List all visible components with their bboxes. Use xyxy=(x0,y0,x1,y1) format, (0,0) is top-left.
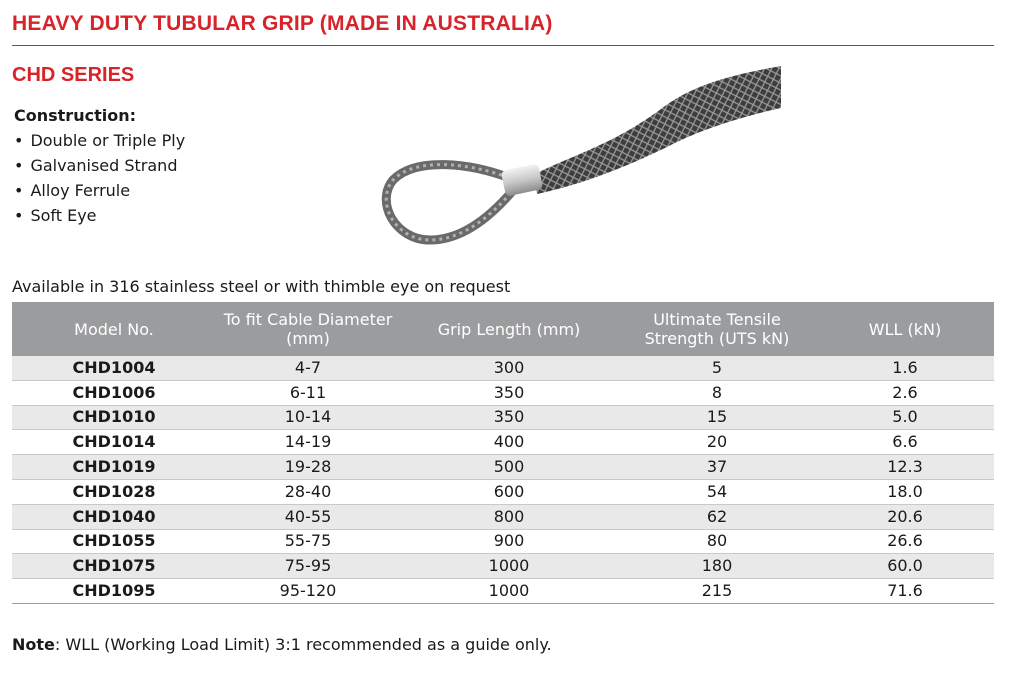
construction-item: • Alloy Ferrule xyxy=(14,178,185,203)
cell-length: 400 xyxy=(400,430,618,455)
cell-length: 500 xyxy=(400,455,618,480)
series-title: CHD SERIES xyxy=(12,64,135,86)
table-row xyxy=(12,579,994,604)
cell-diameter: 40-55 xyxy=(216,504,400,529)
cell-length: 1000 xyxy=(400,579,618,604)
construction-heading: Construction: xyxy=(14,106,136,125)
table-row xyxy=(12,380,994,405)
cell-uts: 62 xyxy=(618,504,816,529)
note-label: Note xyxy=(12,635,55,654)
cell-diameter: 28-40 xyxy=(216,479,400,504)
cell-uts: 5 xyxy=(618,356,816,380)
cell-length: 600 xyxy=(400,479,618,504)
cell-model: CHD1006 xyxy=(12,380,216,405)
construction-item: • Galvanised Strand xyxy=(14,153,185,178)
tubular-grip-photo xyxy=(375,62,785,262)
cell-model: CHD1010 xyxy=(12,405,216,430)
cell-uts: 15 xyxy=(618,405,816,430)
table-row xyxy=(12,356,994,380)
table-row xyxy=(12,554,994,579)
cell-wll: 6.6 xyxy=(816,430,994,455)
cell-model: CHD1028 xyxy=(12,479,216,504)
cell-uts: 20 xyxy=(618,430,816,455)
table-row xyxy=(12,455,994,480)
cell-length: 350 xyxy=(400,405,618,430)
construction-item: • Soft Eye xyxy=(14,203,185,228)
cell-uts: 8 xyxy=(618,380,816,405)
note-text: : WLL (Working Load Limit) 3:1 recommended as a guide only. xyxy=(54,635,552,654)
cell-length: 350 xyxy=(400,380,618,405)
header-length: Grip Length (mm) xyxy=(400,302,618,356)
cell-model: CHD1014 xyxy=(12,430,216,455)
construction-list xyxy=(14,128,185,228)
cell-wll: 60.0 xyxy=(816,554,994,579)
cell-diameter: 10-14 xyxy=(216,405,400,430)
cell-model: CHD1019 xyxy=(12,455,216,480)
cell-wll: 5.0 xyxy=(816,405,994,430)
cell-diameter: 4-7 xyxy=(216,356,400,380)
cell-wll: 26.6 xyxy=(816,529,994,554)
cell-diameter: 6-11 xyxy=(216,380,400,405)
cell-uts: 37 xyxy=(618,455,816,480)
page-title: HEAVY DUTY TUBULAR GRIP (MADE IN AUSTRALIA) xyxy=(12,12,553,35)
cell-wll: 18.0 xyxy=(816,479,994,504)
cell-diameter: 95-120 xyxy=(216,579,400,604)
cell-length: 900 xyxy=(400,529,618,554)
cell-diameter: 14-19 xyxy=(216,430,400,455)
cell-diameter: 55-75 xyxy=(216,529,400,554)
header-diameter: To fit Cable Diameter (mm) xyxy=(216,302,400,356)
table-row xyxy=(12,405,994,430)
construction-item: • Double or Triple Ply xyxy=(14,128,185,153)
cell-model: CHD1075 xyxy=(12,554,216,579)
table-row xyxy=(12,479,994,504)
cell-model: CHD1040 xyxy=(12,504,216,529)
table-row xyxy=(12,504,994,529)
table-header-row xyxy=(12,302,994,356)
cell-length: 800 xyxy=(400,504,618,529)
cell-wll: 1.6 xyxy=(816,356,994,380)
cell-model: CHD1095 xyxy=(12,579,216,604)
cell-uts: 215 xyxy=(618,579,816,604)
cell-model: CHD1004 xyxy=(12,356,216,380)
cell-length: 1000 xyxy=(400,554,618,579)
table-row xyxy=(12,430,994,455)
note xyxy=(12,635,552,654)
table-row xyxy=(12,529,994,554)
header-wll: WLL (kN) xyxy=(816,302,994,356)
cell-wll: 2.6 xyxy=(816,380,994,405)
cell-diameter: 19-28 xyxy=(216,455,400,480)
cell-diameter: 75-95 xyxy=(216,554,400,579)
availability-text: Available in 316 stainless steel or with thimble eye on request xyxy=(12,277,511,296)
cell-uts: 180 xyxy=(618,554,816,579)
cell-length: 300 xyxy=(400,356,618,380)
cell-wll: 12.3 xyxy=(816,455,994,480)
header-uts: Ultimate Tensile Strength (UTS kN) xyxy=(618,302,816,356)
title-divider xyxy=(12,45,994,46)
specs-table xyxy=(12,302,994,604)
header-model: Model No. xyxy=(12,302,216,356)
cell-model: CHD1055 xyxy=(12,529,216,554)
cell-wll: 20.6 xyxy=(816,504,994,529)
cell-wll: 71.6 xyxy=(816,579,994,604)
cell-uts: 54 xyxy=(618,479,816,504)
cell-uts: 80 xyxy=(618,529,816,554)
